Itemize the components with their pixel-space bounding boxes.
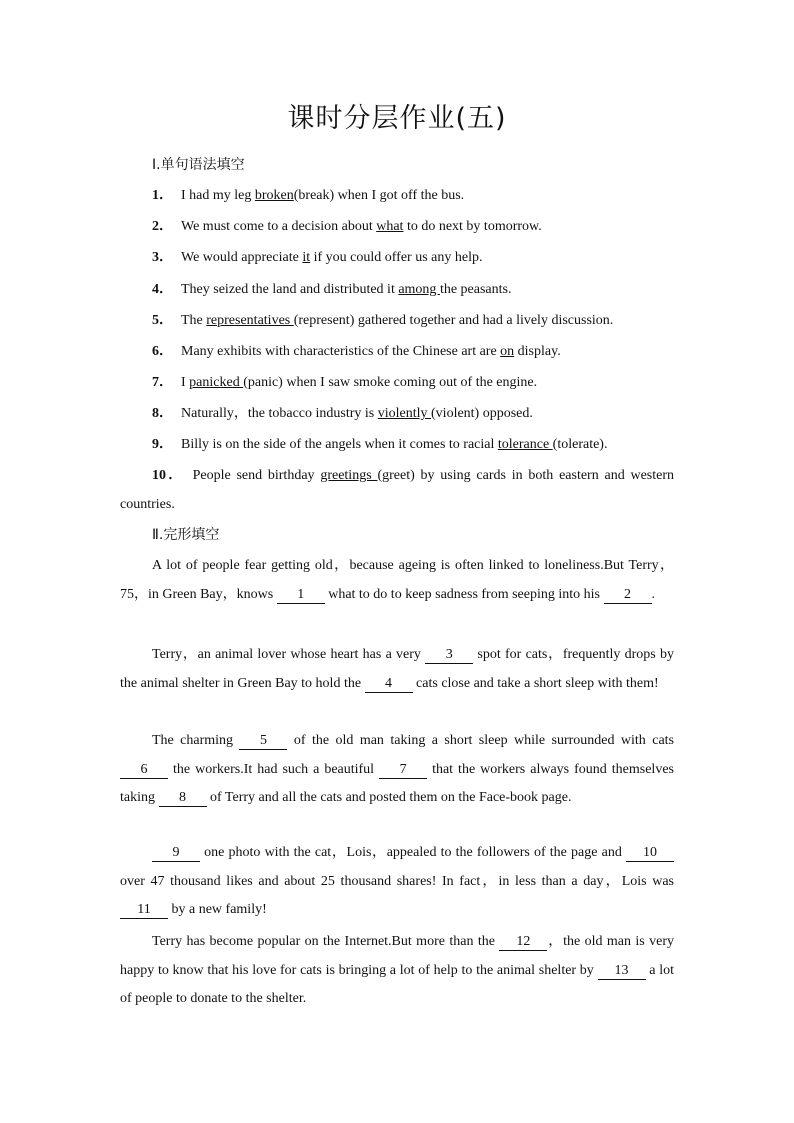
cloze-paragraph — [120, 641, 674, 698]
section-heading-grammar: Ⅰ.单句语法填空 — [152, 157, 245, 173]
grammar-item — [152, 373, 537, 393]
paragraph-text: of the old man taking a short sleep while surrounded with cats — [287, 733, 674, 748]
paragraph-text: by a new family! — [168, 902, 267, 917]
grammar-item — [152, 435, 607, 455]
item-number: 4． — [152, 282, 173, 297]
item-text-before: They seized the land and distributed it — [181, 282, 399, 297]
item-number: 3． — [152, 250, 173, 265]
item-answer: tolerance — [497, 437, 553, 452]
paragraph-text: The charming — [152, 733, 240, 748]
item-text-after: to do next by tomorrow. — [403, 219, 542, 234]
item-answer: it — [302, 250, 311, 265]
grammar-item — [152, 311, 613, 331]
item-text-before: We must come to a decision about — [181, 219, 377, 234]
item-text-after: (break) when I got off the bus. — [293, 188, 465, 203]
grammar-item — [152, 280, 511, 300]
paragraph-text: spot for cats，frequently drops by the animal shelter in Green Bay to hold the — [120, 647, 674, 691]
grammar-item — [152, 248, 482, 268]
cloze-blank: 9 — [152, 845, 200, 862]
item-text-before: We would appreciate — [181, 250, 303, 265]
item-text-after: display. — [514, 344, 561, 359]
item-text-after: (panic) when I saw smoke coming out of the engine. — [243, 375, 538, 390]
item-answer: panicked — [189, 375, 244, 390]
paragraph-text: . — [651, 586, 655, 602]
item-number: 5． — [152, 313, 173, 328]
item-number: 9． — [152, 437, 173, 452]
paragraph-text: one photo with the cat，Lois，appealed to the followers of the page and — [200, 845, 626, 860]
item-text-after: the peasants. — [439, 282, 512, 297]
grammar-item-10 — [120, 461, 674, 519]
paragraph-text: ，the old man is very happy to know that his love for cats is bringing a lot of help to the animal shelter by — [120, 934, 675, 978]
paragraph-text: of Terry and all the cats and posted them on the Face-book page. — [206, 790, 572, 805]
cloze-blank: 10 — [626, 845, 674, 862]
item-text-before: The — [181, 313, 207, 328]
cloze-paragraph — [120, 839, 674, 925]
section-heading-cloze: Ⅱ.完形填空 — [152, 527, 220, 543]
item-number: 8． — [152, 406, 173, 421]
cloze-paragraph — [120, 552, 674, 609]
paragraph-text: that the workers always found themselves taking — [120, 761, 674, 805]
cloze-blank: 11 — [120, 902, 168, 919]
cloze-paragraph — [120, 928, 674, 1014]
item-number: 1． — [152, 188, 173, 203]
item-answer: representatives — [206, 313, 294, 328]
item-answer: what — [376, 219, 404, 234]
cloze-blank: 7 — [379, 762, 427, 779]
item-answer: broken — [254, 188, 294, 203]
item-text-before: Many exhibits with characteristics of the Chinese art are — [181, 344, 501, 359]
item-text-after: (tolerate). — [552, 437, 608, 452]
cloze-blank: 8 — [159, 790, 207, 807]
item-answer: violently — [377, 406, 432, 421]
cloze-blank: 12 — [499, 934, 547, 951]
item-text-before: People send birthday — [192, 468, 321, 483]
cloze-blank: 1 — [277, 587, 325, 604]
item-text-before: Billy is on the side of the angels when it comes to racial — [181, 437, 498, 452]
item-text-after: if you could offer us any help. — [310, 250, 483, 265]
cloze-blank: 13 — [598, 963, 646, 980]
cloze-blank: 6 — [120, 762, 168, 779]
paragraph-text: a lot of people to donate to the shelter. — [120, 962, 674, 1006]
item-answer: on — [500, 344, 515, 359]
item-number: 6． — [152, 344, 173, 359]
paragraph-text: Terry has become popular on the Internet.But more than the — [152, 934, 500, 949]
paragraph-text: the workers.It had such a beautiful — [168, 761, 380, 777]
page-title: 课时分层作业(五) — [287, 103, 507, 134]
item-text-after: (greet) by using cards in both eastern and western countries. — [120, 468, 675, 512]
cloze-blank: 4 — [365, 676, 413, 693]
grammar-item — [152, 186, 464, 206]
item-text-after: (represent) gathered together and had a lively discussion. — [293, 313, 614, 328]
grammar-item — [152, 404, 533, 424]
paragraph-text: over 47 thousand likes and about 25 thousand shares! In fact，in less than a day，Lois was — [120, 873, 674, 889]
item-text-before: Naturally，the tobacco industry is — [181, 406, 378, 421]
grammar-item — [152, 217, 542, 237]
paragraph-text: A lot of people fear getting old，because ageing is often linked to loneliness.But Terry，75，in Green Bay，knows — [120, 558, 674, 602]
paragraph-text: Terry，an animal lover whose heart has a very — [152, 647, 426, 662]
item-answer: among — [398, 282, 440, 297]
item-text-before: I — [181, 375, 190, 390]
paragraph-text: cats close and take a short sleep with them! — [412, 675, 659, 691]
cloze-paragraph — [120, 727, 674, 813]
item-answer: greetings — [320, 468, 378, 483]
paragraph-text: what to do to keep sadness from seeping into his — [324, 586, 604, 602]
item-number: 7． — [152, 375, 173, 390]
cloze-blank: 2 — [604, 587, 652, 604]
cloze-blank: 5 — [239, 733, 287, 750]
item-number: 10． — [152, 468, 185, 483]
grammar-item — [152, 342, 561, 362]
item-number: 2． — [152, 219, 173, 234]
cloze-blank: 3 — [425, 647, 473, 664]
item-text-after: (violent) opposed. — [431, 406, 533, 421]
item-text-before: I had my leg — [181, 188, 255, 203]
